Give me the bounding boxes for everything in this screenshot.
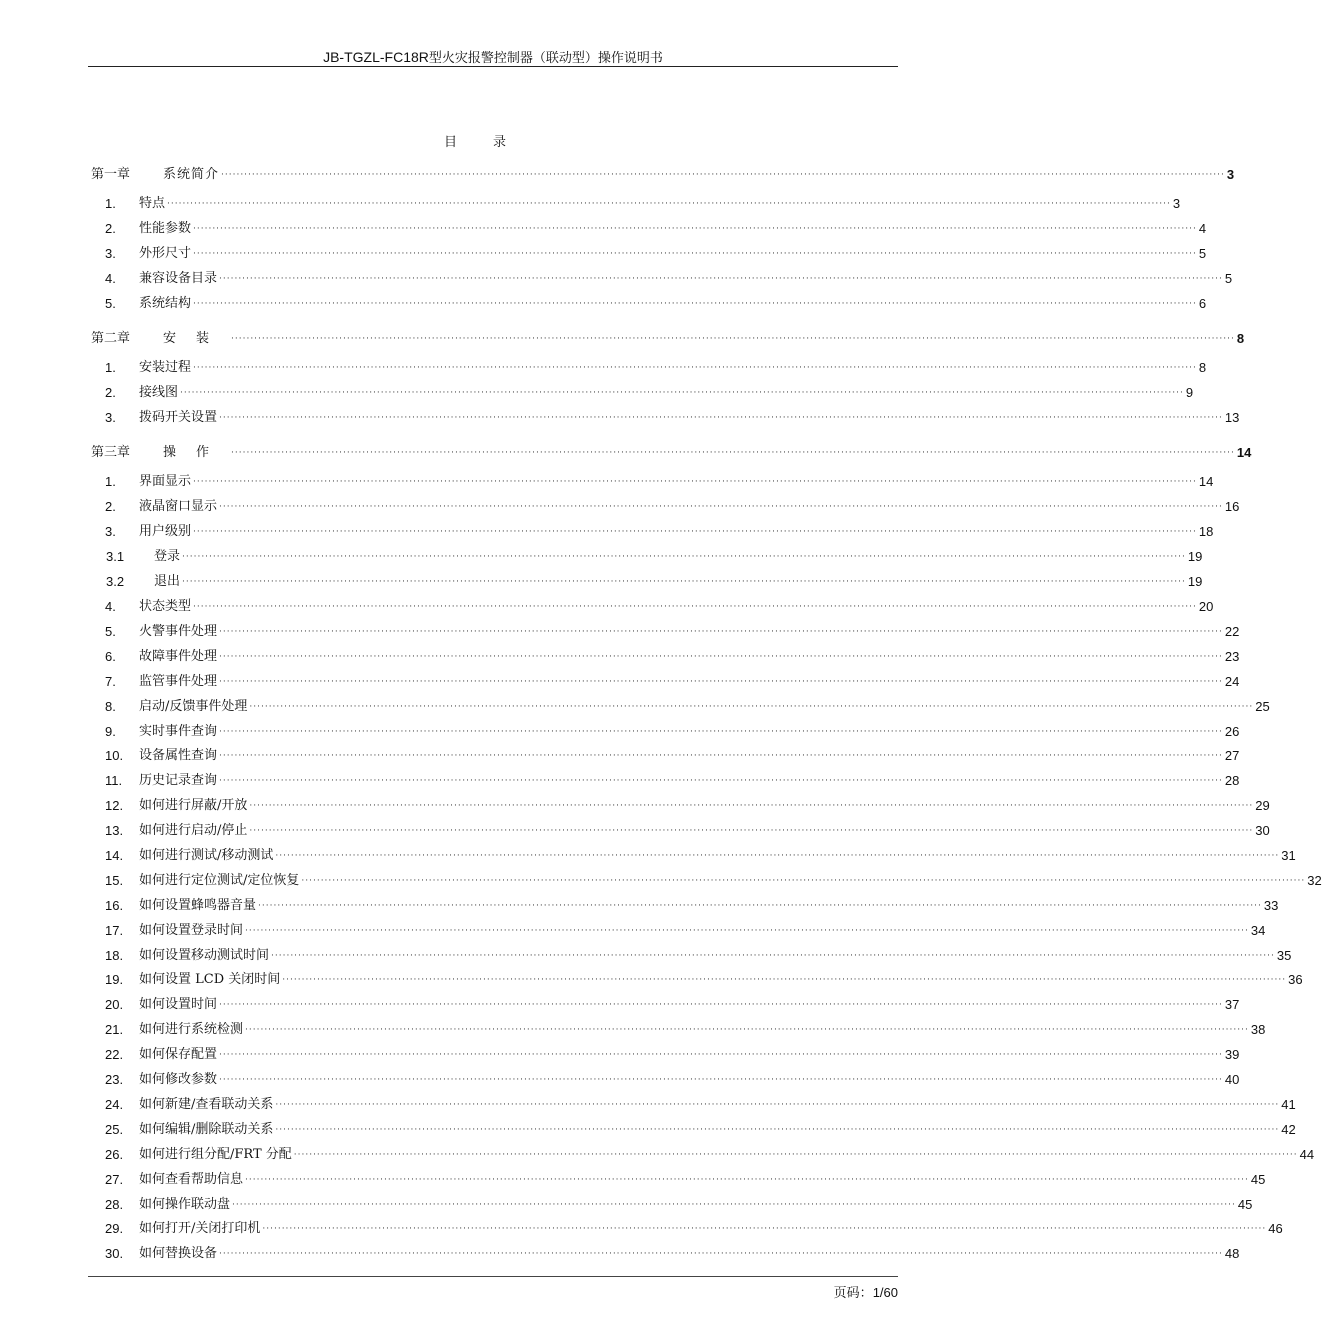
toc-entry-row[interactable] <box>91 497 1240 517</box>
entry-page-number: 29 <box>1255 798 1270 813</box>
entry-page-number: 20 <box>1198 599 1214 614</box>
toc-chapter-row[interactable] <box>91 329 1245 349</box>
toc-entry-row[interactable] <box>91 1195 1253 1215</box>
entry-label: 如何替换设备 <box>139 1246 218 1261</box>
toc-entry-row[interactable] <box>91 1070 1240 1090</box>
dot-leader: ···································································································································································································································································· <box>219 751 1223 761</box>
dot-leader: ···································································································································································································································································· <box>275 1100 1280 1110</box>
entry-label: 液晶窗口显示 <box>139 499 218 514</box>
toc-entry-row[interactable] <box>91 597 1214 617</box>
dot-leader: ···································································································································································································································································· <box>275 1125 1280 1135</box>
dot-leader: ···································································································································································································································································· <box>193 477 1197 487</box>
entry-number: 4. <box>105 271 116 286</box>
entry-number: 5. <box>105 624 116 639</box>
entry-label: 如何查看帮助信息 <box>139 1172 244 1187</box>
entry-page-number: 38 <box>1250 1022 1266 1037</box>
dot-leader: ···································································································································································································································································· <box>249 801 1254 811</box>
dot-leader: ···································································································································································································································································· <box>219 1050 1223 1060</box>
entry-page-number: 18 <box>1198 524 1214 539</box>
entry-page-number: 14 <box>1236 445 1252 460</box>
dot-leader: ···································································································································································································································································· <box>262 1224 1267 1234</box>
entry-label: 如何打开/关闭打印机 <box>139 1221 261 1236</box>
toc-entry-row[interactable] <box>91 771 1240 791</box>
toc-entry-row[interactable] <box>91 1145 1315 1165</box>
entry-number: 3.2 <box>106 574 125 589</box>
entry-label: 如何保存配置 <box>139 1047 218 1062</box>
header-model: JB-TGZL-FC18R <box>323 49 429 65</box>
toc-entry-row[interactable] <box>91 294 1207 314</box>
entry-number: 6. <box>105 649 116 664</box>
entry-number: 1. <box>105 474 116 489</box>
entry-label: 如何进行屏蔽/开放 <box>139 798 248 813</box>
entry-number: 26. <box>105 1147 124 1162</box>
entry-label: 故障事件处理 <box>139 649 218 664</box>
dot-leader: ···································································································································································································································································· <box>167 199 1171 209</box>
toc-entry-row[interactable] <box>91 1045 1240 1065</box>
entry-number: 18. <box>105 948 124 963</box>
dot-leader: ···································································································································································································································································· <box>219 1000 1223 1010</box>
entry-number: 1. <box>105 360 116 375</box>
toc-entry-row[interactable] <box>91 672 1240 692</box>
entry-page-number: 48 <box>1224 1246 1240 1261</box>
toc-entry-row[interactable] <box>91 1219 1283 1239</box>
entry-number: 3. <box>105 524 116 539</box>
entry-page-number: 5 <box>1198 246 1207 261</box>
dot-leader: ···································································································································································································································································· <box>282 975 1287 985</box>
toc-entry-row[interactable] <box>91 1170 1266 1190</box>
entry-label: 如何设置移动测试时间 <box>139 948 270 963</box>
page-footer <box>834 1282 898 1301</box>
entry-page-number: 4 <box>1198 221 1207 236</box>
toc-entry-row[interactable] <box>91 269 1233 289</box>
dot-leader: ···································································································································································································································································· <box>219 502 1223 512</box>
entry-label: 退出 <box>154 574 181 589</box>
entry-label: 如何设置登录时间 <box>139 923 244 938</box>
entry-number: 2. <box>105 221 116 236</box>
dot-leader: ···································································································································································································································································· <box>193 602 1197 612</box>
entry-label: 如何进行系统检测 <box>139 1022 244 1037</box>
dot-leader: ···································································································································································································································································· <box>245 926 1249 936</box>
dot-leader: ···································································································································································································································································· <box>219 677 1223 687</box>
dot-leader: ···································································································································································································································································· <box>221 170 1225 180</box>
entry-label: 外形尺寸 <box>139 246 192 261</box>
toc-entry-row[interactable] <box>91 622 1240 642</box>
entry-page-number: 27 <box>1224 748 1240 763</box>
toc-entry-row[interactable] <box>91 522 1214 542</box>
entry-number: 19. <box>105 972 124 987</box>
entry-page-number: 25 <box>1255 699 1270 714</box>
entry-number: 2. <box>105 385 116 400</box>
entry-page-number: 32 <box>1307 873 1322 888</box>
entry-label: 兼容设备目录 <box>139 271 218 286</box>
entry-number: 21. <box>105 1022 124 1037</box>
dot-leader: ···································································································································································································································································· <box>193 299 1197 309</box>
entry-label: 性能参数 <box>139 221 192 236</box>
toc-entry-row[interactable] <box>91 572 1203 592</box>
entry-label: 如何进行组分配/FRT 分配 <box>139 1147 292 1162</box>
entry-label: 如何操作联动盘 <box>139 1197 231 1212</box>
entry-page-number: 44 <box>1299 1147 1315 1162</box>
toc-entry-row[interactable] <box>91 547 1203 567</box>
entry-page-number: 26 <box>1224 724 1240 739</box>
chapter-number: 第一章 <box>91 167 131 182</box>
entry-page-number: 46 <box>1268 1221 1283 1236</box>
toc-title: 目录 <box>443 135 542 150</box>
toc-entry-row[interactable] <box>91 846 1296 866</box>
entry-label: 登录 <box>154 549 181 564</box>
entry-number: 4. <box>105 599 116 614</box>
toc-entry-row[interactable] <box>91 722 1240 742</box>
toc-entry-row[interactable] <box>91 896 1279 916</box>
entry-page-number: 22 <box>1224 624 1240 639</box>
dot-leader: ···································································································································································································································································· <box>275 851 1280 861</box>
dot-leader: ···································································································································································································································································· <box>219 1249 1223 1259</box>
entry-number: 29. <box>105 1221 124 1236</box>
entry-label: 系统简介 <box>163 167 220 182</box>
entry-number: 12. <box>105 798 124 813</box>
entry-page-number: 39 <box>1224 1047 1240 1062</box>
toc-entry-row[interactable] <box>91 970 1303 990</box>
dot-leader: ···································································································································································································································································· <box>293 1150 1298 1160</box>
footer-label: 页码： <box>833 1286 873 1301</box>
entry-label: 火警事件处理 <box>139 624 218 639</box>
entry-page-number: 37 <box>1224 997 1240 1012</box>
dot-leader: ···································································································································································································································································· <box>180 388 1184 398</box>
toc-entry-row[interactable] <box>91 194 1181 214</box>
chapter-number: 第三章 <box>91 445 131 460</box>
dot-leader: ···································································································································································································································································· <box>219 627 1223 637</box>
entry-number: 7. <box>105 674 116 689</box>
toc-entry-row[interactable] <box>91 946 1292 966</box>
entry-label: 接线图 <box>139 385 179 400</box>
toc-entry-row[interactable] <box>91 821 1270 841</box>
entry-label: 监管事件处理 <box>139 674 218 689</box>
toc-entry-row[interactable] <box>91 408 1240 428</box>
entry-number: 30. <box>105 1246 124 1261</box>
dot-leader: ···································································································································································································································································· <box>193 249 1197 259</box>
entry-label: 界面显示 <box>139 474 192 489</box>
entry-label: 安装过程 <box>139 360 192 375</box>
entry-number: 17. <box>105 923 124 938</box>
entry-page-number: 34 <box>1250 923 1266 938</box>
entry-page-number: 30 <box>1255 823 1270 838</box>
entry-page-number: 45 <box>1237 1197 1253 1212</box>
toc-chapter-row[interactable] <box>91 443 1252 463</box>
entry-number: 3. <box>105 246 116 261</box>
entry-label: 如何设置时间 <box>139 997 218 1012</box>
entry-page-number: 35 <box>1276 948 1292 963</box>
entry-label: 启动/反馈事件处理 <box>139 699 248 714</box>
entry-page-number: 23 <box>1224 649 1240 664</box>
entry-number: 3. <box>105 410 116 425</box>
entry-page-number: 8 <box>1236 331 1245 346</box>
entry-label: 如何设置 LCD 关闭时间 <box>139 972 281 987</box>
chapter-number: 第二章 <box>91 331 131 346</box>
entry-number: 25. <box>105 1122 124 1137</box>
entry-label: 如何进行启动/停止 <box>139 823 248 838</box>
entry-label: 如何新建/查看联动关系 <box>139 1097 274 1112</box>
entry-label: 状态类型 <box>139 599 192 614</box>
dot-leader: ···································································································································································································································································· <box>219 274 1223 284</box>
entry-page-number: 16 <box>1224 499 1240 514</box>
entry-label: 如何进行测试/移动测试 <box>139 848 274 863</box>
entry-number: 10. <box>105 748 124 763</box>
toc-entry-row[interactable] <box>91 921 1266 941</box>
entry-label: 系统结构 <box>139 296 192 311</box>
toc-entry-row[interactable] <box>91 1244 1240 1264</box>
dot-leader: ···································································································································································································································································· <box>258 901 1262 911</box>
dot-leader: ···································································································································································································································································· <box>249 702 1254 712</box>
page-header <box>88 48 898 66</box>
dot-leader: ···································································································································································································································································· <box>193 224 1197 234</box>
entry-label: 设备属性查询 <box>139 748 218 763</box>
entry-number: 27. <box>105 1172 124 1187</box>
entry-page-number: 3 <box>1226 167 1235 182</box>
entry-page-number: 36 <box>1288 972 1303 987</box>
entry-label: 如何修改参数 <box>139 1072 218 1087</box>
entry-number: 28. <box>105 1197 124 1212</box>
entry-number: 22. <box>105 1047 124 1062</box>
dot-leader: ···································································································································································································································································· <box>182 577 1186 587</box>
entry-page-number: 24 <box>1224 674 1240 689</box>
toc-entry-row[interactable] <box>91 647 1240 667</box>
entry-number: 3.1 <box>106 549 125 564</box>
entry-page-number: 31 <box>1281 848 1296 863</box>
entry-page-number: 19 <box>1187 549 1203 564</box>
toc-entry-row[interactable] <box>91 472 1214 492</box>
dot-leader: ···································································································································································································································································· <box>231 448 1235 458</box>
toc-entry-row[interactable] <box>91 358 1207 378</box>
dot-leader: ···································································································································································································································································· <box>182 552 1186 562</box>
entry-label: 如何设置蜂鸣器音量 <box>139 898 257 913</box>
toc-entry-row[interactable] <box>91 383 1194 403</box>
entry-page-number: 6 <box>1198 296 1207 311</box>
entry-number: 11. <box>105 773 123 788</box>
entry-number: 8. <box>105 699 116 714</box>
entry-page-number: 40 <box>1224 1072 1240 1087</box>
entry-number: 16. <box>105 898 124 913</box>
header-title: 型火灾报警控制器（联动型）操作说明书 <box>428 51 663 66</box>
entry-page-number: 19 <box>1187 574 1203 589</box>
header-rule <box>88 66 898 67</box>
dot-leader: ···································································································································································································································································· <box>193 527 1197 537</box>
entry-label: 安装 <box>163 331 230 346</box>
entry-number: 5. <box>105 296 116 311</box>
toc-entry-row[interactable] <box>91 1120 1296 1140</box>
dot-leader: ···································································································································································································································································· <box>219 1075 1223 1085</box>
entry-page-number: 3 <box>1172 196 1181 211</box>
entry-page-number: 9 <box>1185 385 1194 400</box>
toc-entry-row[interactable] <box>91 244 1207 264</box>
entry-page-number: 41 <box>1281 1097 1296 1112</box>
entry-number: 13. <box>105 823 124 838</box>
entry-number: 23. <box>105 1072 124 1087</box>
entry-number: 24. <box>105 1097 124 1112</box>
entry-label: 操作 <box>163 445 230 460</box>
entry-number: 14. <box>105 848 124 863</box>
toc-entry-row[interactable] <box>91 796 1270 816</box>
entry-number: 15. <box>105 873 124 888</box>
entry-label: 如何编辑/删除联动关系 <box>139 1122 274 1137</box>
dot-leader: ···································································································································································································································································· <box>301 876 1306 886</box>
toc-entry-row[interactable] <box>91 697 1270 717</box>
entry-label: 拨码开关设置 <box>139 410 218 425</box>
toc-entry-row[interactable] <box>91 995 1240 1015</box>
entry-number: 2. <box>105 499 116 514</box>
dot-leader: ···································································································································································································································································· <box>219 652 1223 662</box>
entry-number: 9. <box>105 724 116 739</box>
entry-number: 1. <box>105 196 116 211</box>
entry-label: 用户级别 <box>139 524 192 539</box>
entry-page-number: 13 <box>1224 410 1240 425</box>
entry-number: 20. <box>105 997 124 1012</box>
toc-chapter-row[interactable] <box>91 165 1235 185</box>
entry-label: 特点 <box>139 196 166 211</box>
toc-entry-row[interactable] <box>91 219 1207 239</box>
dot-leader: ···································································································································································································································································· <box>232 1200 1236 1210</box>
entry-page-number: 42 <box>1281 1122 1296 1137</box>
toc-entry-row[interactable] <box>91 1020 1266 1040</box>
entry-page-number: 8 <box>1198 360 1207 375</box>
dot-leader: ···································································································································································································································································· <box>219 727 1223 737</box>
dot-leader: ···································································································································································································································································· <box>249 826 1254 836</box>
dot-leader: ···································································································································································································································································· <box>231 334 1235 344</box>
entry-page-number: 5 <box>1224 271 1233 286</box>
entry-page-number: 28 <box>1224 773 1240 788</box>
dot-leader: ···································································································································································································································································· <box>219 413 1223 423</box>
page-number: 1/60 <box>872 1285 898 1300</box>
toc-entry-row[interactable] <box>91 746 1240 766</box>
dot-leader: ···································································································································································································································································· <box>193 363 1197 373</box>
entry-label: 如何进行定位测试/定位恢复 <box>139 873 300 888</box>
entry-page-number: 45 <box>1250 1172 1266 1187</box>
dot-leader: ···································································································································································································································································· <box>219 776 1223 786</box>
footer-rule <box>88 1276 898 1277</box>
entry-page-number: 14 <box>1198 474 1214 489</box>
entry-label: 历史记录查询 <box>139 773 218 788</box>
toc-entry-row[interactable] <box>91 1095 1296 1115</box>
dot-leader: ···································································································································································································································································· <box>245 1175 1249 1185</box>
dot-leader: ···································································································································································································································································· <box>271 951 1275 961</box>
entry-label: 实时事件查询 <box>139 724 218 739</box>
toc-entry-row[interactable] <box>91 871 1322 891</box>
dot-leader: ···································································································································································································································································· <box>245 1025 1249 1035</box>
entry-page-number: 33 <box>1263 898 1279 913</box>
